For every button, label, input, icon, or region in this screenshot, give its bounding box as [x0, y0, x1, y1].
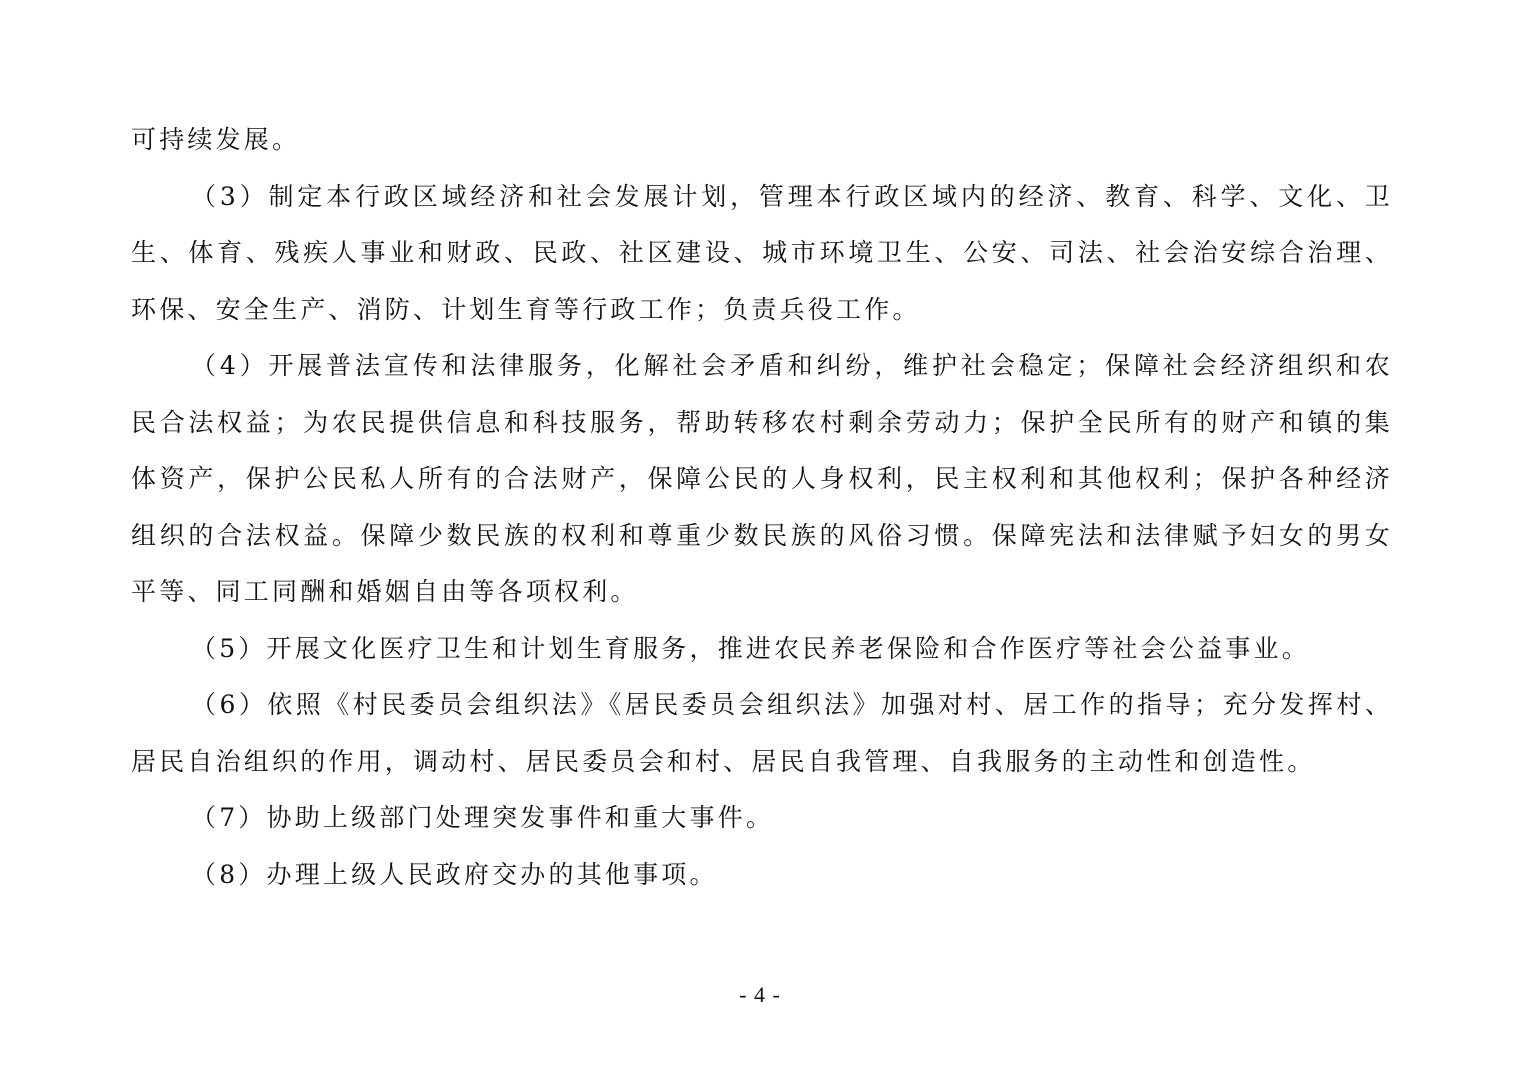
paragraph-continuation: 可持续发展。 [131, 125, 301, 154]
paragraph-item-8: （8）办理上级人民政府交办的其他事项。 [191, 859, 718, 889]
page-number: - 4 - [739, 982, 781, 1007]
document-body [131, 112, 1393, 903]
paragraph-item-6: （6）依照《村民委员会组织法》《居民委员会组织法》加强对村、居工作的指导；充分发挥村、居民自治组织的作用，调动村、居民委员会和村、居民自我管理、自我服务的主动性和创造性。 [131, 690, 1393, 776]
paragraph-item-7: （7）协助上级部门处理突发事件和重大事件。 [191, 803, 775, 832]
paragraph-item-3: （3）制定本行政区域经济和社会发展计划，管理本行政区域内的经济、教育、科学、文化、卫生、体育、残疾人事业和财政、民政、社区建设、城市环境卫生、公安、司法、社会治安综合治理、环保、安全生产、消防、计划生育等行政工作；负责兵役工作。 [131, 181, 1393, 324]
paragraph-item-4: （4）开展普法宣传和法律服务，化解社会矛盾和纠纷，维护社会稳定；保障社会经济组织和农民合法权益；为农民提供信息和科技服务，帮助转移农村剩余劳动力；保护全民所有的财产和镇的集体资产，保护公民私人所有的合法财产，保障公民的人身权利，民主权利和其他权利；保护各种经济组织的合法权益。保障少数民族的权利和尊重少数民族的风俗习惯。保障宪法和法律赋予妇女的男女平等、同工同酬和婚姻自由等各项权利。 [131, 351, 1393, 606]
paragraph-item-5: （5）开展文化医疗卫生和计划生育服务，推进农民养老保险和合作医疗等社会公益事业。 [191, 633, 1310, 663]
